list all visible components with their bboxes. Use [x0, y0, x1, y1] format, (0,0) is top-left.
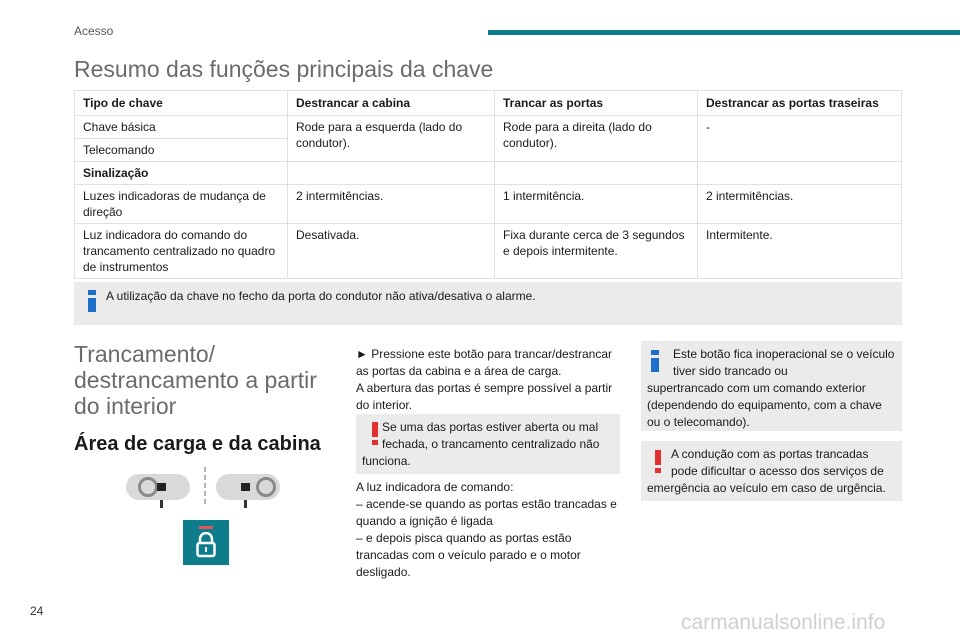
table-cell: [288, 162, 495, 185]
info-text-cont: supertrancado com um comando exterior (dependendo do equipamento, com a chave ou o telecomando).: [647, 381, 882, 429]
warning-text-cont: emergência ao veículo em caso de urgência.: [647, 481, 886, 495]
warning-box: [356, 414, 620, 474]
table-cell: 1 intermitência.: [495, 185, 698, 224]
table-cell: Luzes indicadoras de mudança de direção: [75, 185, 288, 224]
info-text: Este botão fica inoperacional se o veículo tiver sido trancado ou: [673, 347, 895, 378]
table-category-cell: Sinalização: [75, 162, 288, 185]
lock-button-indicator: [241, 483, 250, 491]
watermark: carmanualsonline.info: [681, 611, 886, 634]
table-header-row: [75, 91, 902, 116]
table-cell: Chave básica: [75, 116, 288, 139]
section-subtitle: Área de carga e da cabina: [74, 433, 321, 455]
divider-dashed: [204, 467, 206, 507]
indicator-description: [356, 479, 618, 581]
section-title: Trancamento/ destrancamento a partir do interior: [74, 341, 317, 419]
lock-button-stem: [160, 500, 163, 508]
warning-text: Se uma das portas estiver aberta ou mal fechada, o trancamento centralizado não: [382, 420, 600, 451]
table-row: [75, 162, 902, 185]
table-row: [75, 116, 902, 139]
header-section: Acesso: [74, 24, 114, 38]
warning-text: A condução com as portas trancadas pode dificultar o acesso dos serviços de: [671, 447, 884, 478]
table-row: [75, 185, 902, 224]
indicator-item: – e depois pisca quando as portas estão trancadas com o veículo parado e o motor desligado.: [356, 531, 581, 579]
table-cell: Rode para a direita (lado do condutor).: [495, 116, 698, 162]
table-cell: [698, 162, 902, 185]
central-lock-button: [183, 520, 229, 565]
table-cell: 2 intermitências.: [288, 185, 495, 224]
table-cell: Rode para a esquerda (lado do condutor).: [288, 116, 495, 162]
indicator-item: – acende-se quando as portas estão trancadas e quando a ignição é ligada: [356, 497, 617, 528]
left-hand-drive-illustration: [126, 474, 190, 500]
table-cell: Intermitente.: [698, 224, 902, 279]
table-cell: [495, 162, 698, 185]
table-header: Destrancar a cabina: [288, 91, 495, 116]
header-accent-bar: [488, 30, 960, 35]
table-cell: Luz indicadora do comando do trancamento centralizado no quadro de instrumentos: [75, 224, 288, 279]
table-cell: Telecomando: [75, 139, 288, 162]
page-title: Resumo das funções principais da chave: [74, 56, 494, 82]
instructions-column: [356, 346, 618, 414]
info-note-text: A utilização da chave no fecho da porta do condutor não ativa/desativa o alarme.: [106, 289, 536, 303]
page-number: 24: [30, 604, 44, 618]
key-functions-table: [74, 90, 902, 279]
lock-button-indicator: [157, 483, 166, 491]
info-note-box: [74, 282, 902, 325]
warning-text-cont: funciona.: [362, 454, 411, 468]
table-header: Tipo de chave: [75, 91, 288, 116]
instruction-text: ► Pressione este botão para trancar/destrancar as portas da cabina e a área de carga.: [356, 347, 613, 378]
padlock-icon: [196, 532, 216, 558]
note-text: A abertura das portas é sempre possível a partir do interior.: [356, 381, 613, 412]
info-icon: [88, 290, 96, 312]
table-cell: -: [698, 116, 902, 162]
steering-wheel-icon: [138, 477, 158, 497]
table-cell: 2 intermitências.: [698, 185, 902, 224]
table-row: [75, 224, 902, 279]
indicator-light: [199, 526, 213, 529]
lock-button-stem: [244, 500, 247, 508]
table-cell: Desativada.: [288, 224, 495, 279]
steering-wheel-icon: [256, 477, 276, 497]
right-hand-drive-illustration: [216, 474, 280, 500]
table-header: Trancar as portas: [495, 91, 698, 116]
indicator-intro: A luz indicadora de comando:: [356, 480, 514, 494]
warning-box: [641, 441, 902, 501]
info-box: [641, 341, 902, 431]
table-header: Destrancar as portas traseiras: [698, 91, 902, 116]
table-cell: Fixa durante cerca de 3 segundos e depois intermitente.: [495, 224, 698, 279]
